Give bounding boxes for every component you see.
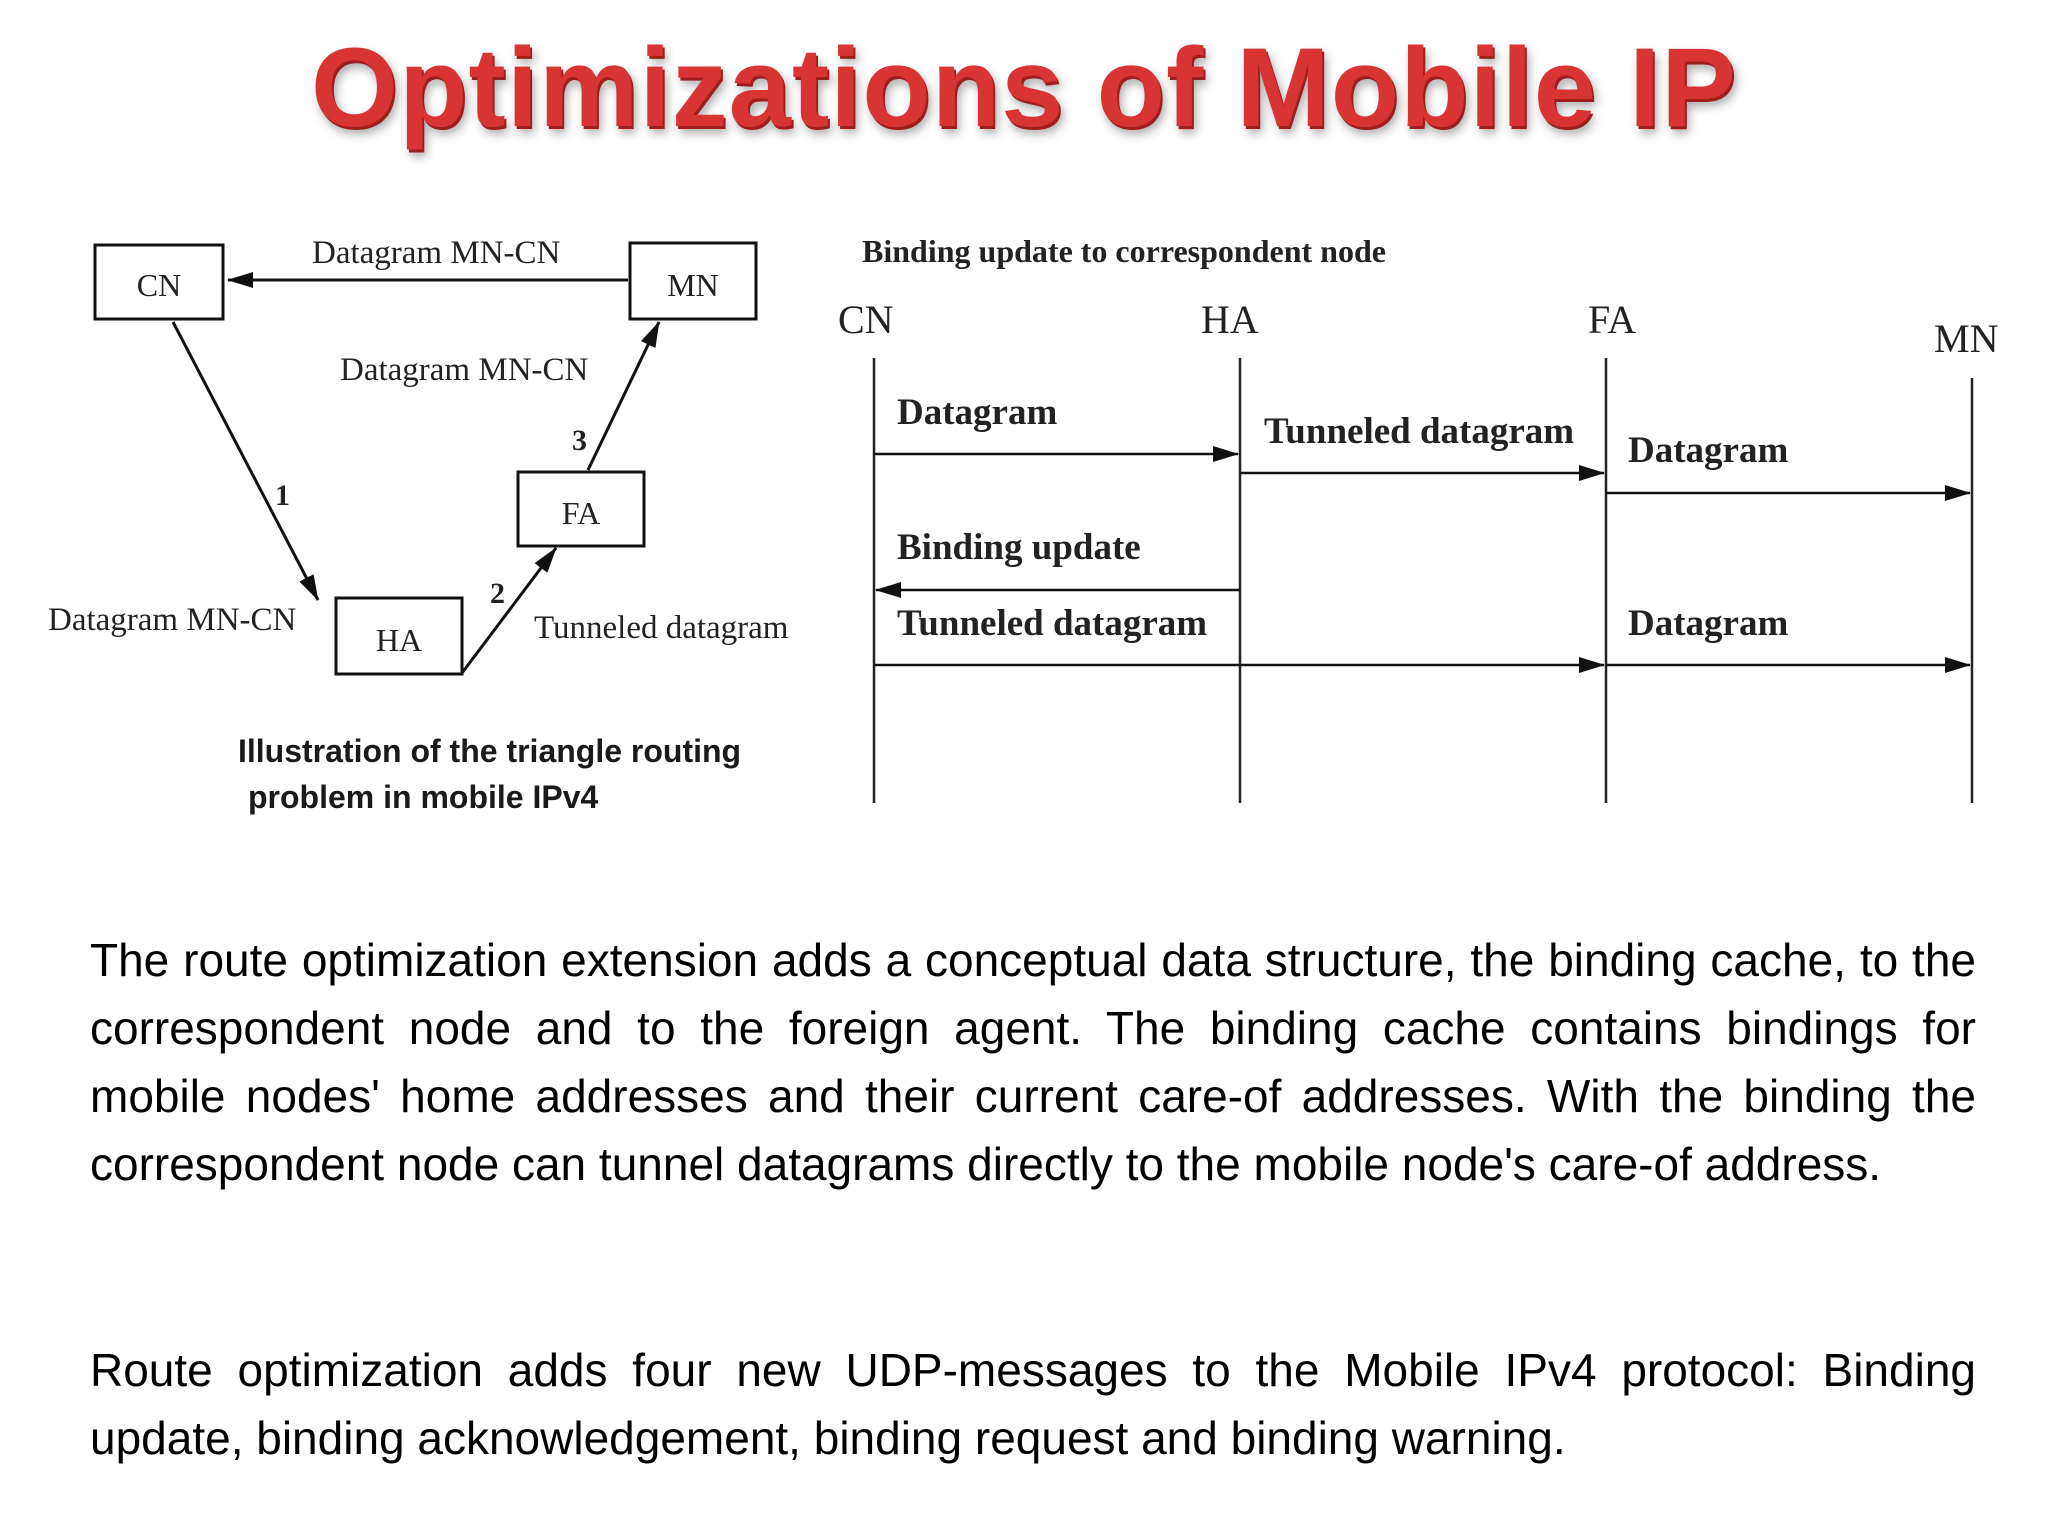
binding-update-sequence-diagram [838,233,1998,803]
triangle-diagram-caption [238,728,798,820]
step-number-2: 2 [490,577,505,610]
step-number-1: 1 [275,479,290,512]
label-tunneled-datagram: Tunneled datagram [534,610,789,646]
paragraph-binding-cache: The route optimization extension adds a conceptual data structure, the binding cache, to the correspondent node and to the foreign agent. The binding cache contains bindings for mobile nodes' home addresses and their current care-of addresses. With the binding the correspondent node can tunnel datagrams directly to the mobile node's care-of address. [90,934,1976,1190]
slide-title: Optimizations of Mobile IP [311,25,1737,150]
mn-box-label: MN [667,267,719,303]
paragraph-udp-messages: Route optimization adds four new UDP-messages to the Mobile IPv4 protocol: Binding update, binding acknowledgement, binding request and binding warning. [90,1344,1976,1464]
entity-mn-label: MN [1934,316,1999,361]
cn-box-label: CN [136,267,182,303]
msg-label-datagram-2: Datagram [1628,430,1789,471]
triangle-routing-diagram [48,235,789,674]
label-left-datagram: Datagram MN-CN [48,602,297,638]
caption-line-2: problem in mobile IPv4 [248,779,599,815]
arrow-fa-to-mn [588,322,659,470]
label-top-datagram: Datagram MN-CN [312,235,561,271]
entity-fa-label: FA [1588,297,1637,342]
msg-label-datagram-1: Datagram [897,392,1058,433]
msg-label-tunneled-2: Tunneled datagram [897,603,1208,644]
arrow-cn-to-ha [173,322,318,600]
entity-ha-label: HA [1201,297,1259,342]
label-mid-datagram: Datagram MN-CN [340,352,589,388]
entity-cn-label: CN [838,297,894,342]
msg-label-datagram-3: Datagram [1628,603,1789,644]
sequence-title: Binding update to correspondent node [862,233,1386,269]
msg-label-tunneled-1: Tunneled datagram [1264,411,1575,452]
caption-line-1: Illustration of the triangle routing [238,733,742,769]
fa-box-label: FA [561,495,601,531]
step-number-3: 3 [572,424,587,457]
msg-label-binding-update: Binding update [897,527,1141,568]
ha-box-label: HA [375,622,423,658]
